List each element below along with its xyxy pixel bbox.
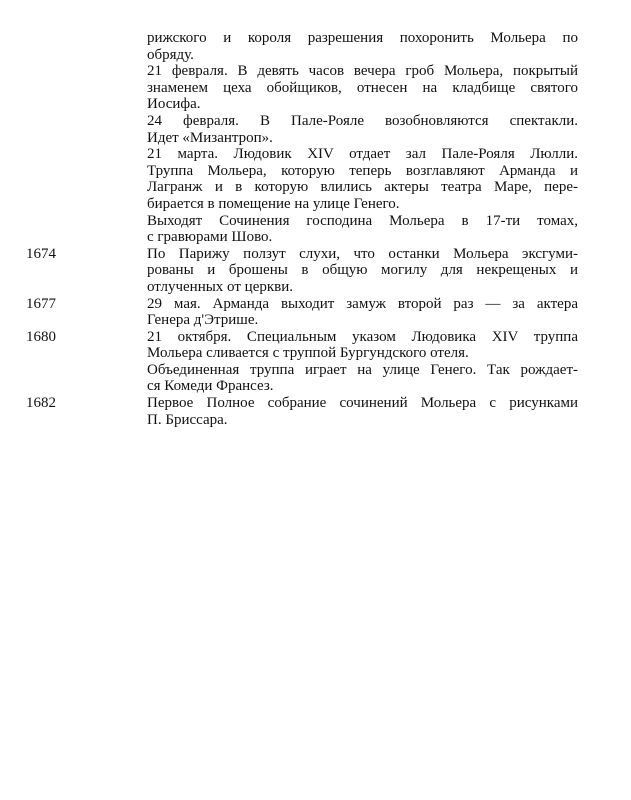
entry-paragraph — [147, 30, 578, 63]
text-line: 24 февраля. В Пале-Рояле возобновляются спектакли. — [147, 112, 578, 129]
year-label: 1680 — [26, 328, 56, 345]
text-line: с гравюрами Шово. — [147, 229, 273, 246]
entry-paragraph — [147, 296, 578, 329]
text-line: По Парижу ползут слухи, что останки Мольера эксгуми- — [147, 245, 578, 262]
text-line: Труппа Мольера, которую теперь возглавляют Арманда и — [147, 162, 578, 179]
text-line: рижского и короля разрешения похоронить Мольера по — [147, 30, 578, 46]
text-line: Генера д'Этрише. — [147, 312, 259, 329]
chronology-entry — [0, 296, 631, 329]
entry-paragraph — [147, 113, 578, 146]
year-label: 1682 — [26, 395, 56, 412]
text-line: Иосифа. — [147, 96, 201, 113]
entry-paragraph — [147, 146, 578, 212]
chronology-entry — [0, 30, 631, 246]
text-line: ся Комеди Франсез. — [147, 378, 274, 395]
text-line: Лагранж и в которую влились актеры театра Маре, пере- — [147, 179, 578, 196]
text-line: знаменем цеха обойщиков, отнесен на кладбище святого — [147, 79, 578, 96]
entry-paragraph — [147, 362, 578, 395]
text-line: Выходят Сочинения господина Мольера в 17-ти томах, — [147, 212, 578, 229]
text-line: Объединенная труппа играет на улице Генего. Так рождает- — [147, 361, 578, 378]
entry-paragraph — [147, 329, 578, 362]
year-label: 1674 — [26, 245, 56, 262]
text-line: Первое Полное собрание сочинений Мольера с рисунками — [147, 395, 578, 412]
text-line: отлученных от церкви. — [147, 278, 293, 295]
text-line: П. Бриссара. — [147, 411, 228, 428]
year-label: 1677 — [26, 295, 56, 312]
text-line: 21 октября. Специальным указом Людовика XIV труппа — [147, 328, 578, 345]
text-line: Мольера сливается с труппой Бургундского отеля. — [147, 345, 469, 362]
text-line: рованы и брошены в общую могилу для некрещеных и — [147, 262, 578, 279]
text-line: 21 февраля. В девять часов вечера гроб Мольера, покрытый — [147, 63, 578, 80]
text-line: Идет «Мизантроп». — [147, 129, 273, 146]
chronology-page — [0, 30, 631, 428]
entry-paragraph — [147, 395, 578, 428]
text-line: бирается в помещение на улице Генего. — [147, 195, 400, 212]
entry-paragraph — [147, 246, 578, 296]
chronology-entry — [0, 329, 631, 395]
text-line: обряду. — [147, 46, 194, 63]
entry-paragraph — [147, 63, 578, 113]
text-line: 29 мая. Арманда выходит замуж второй раз — за актера — [147, 295, 578, 312]
chronology-entry — [0, 246, 631, 296]
entry-paragraph — [147, 213, 578, 246]
chronology-entry — [0, 395, 631, 428]
text-line: 21 марта. Людовик XIV отдает зал Пале-Рояля Люлли. — [147, 146, 578, 163]
